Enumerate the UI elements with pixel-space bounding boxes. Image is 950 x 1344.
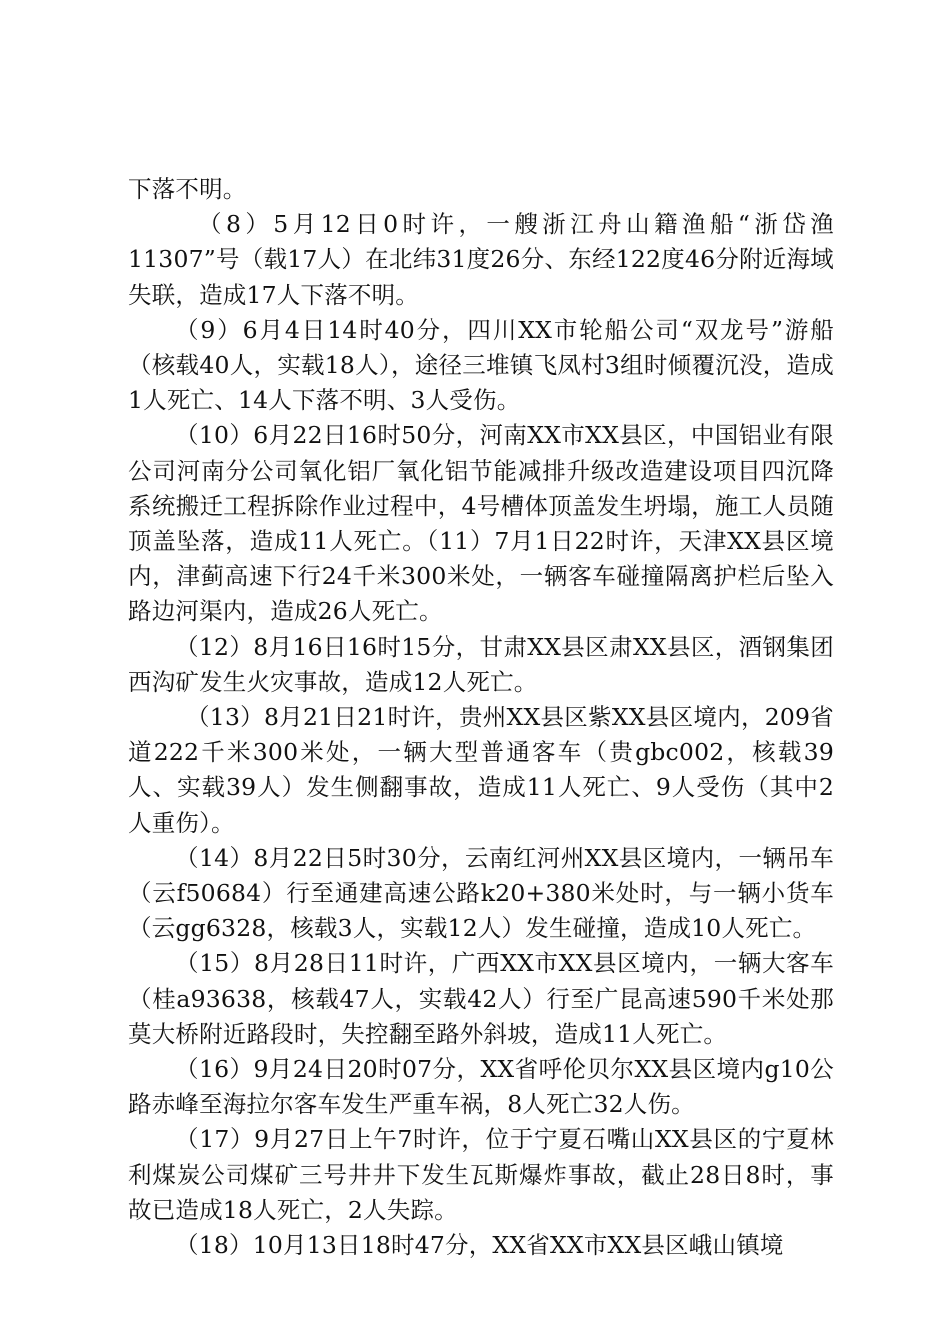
paragraph-item-17: （17）9月27日上午7时许，位于宁夏石嘴山XX县区的宁夏林利煤炭公司煤矿三号井井下发生瓦斯爆炸事故，截止28日8时，事故已造成18人死亡，2人失踪。: [128, 1125, 834, 1224]
paragraph-item-13: （13）8月21日21时许，贵州XX县区紫XX县区境内，209省道222千米300米处，一辆大型普通客车（贵gbc002，核载39人、实载39人）发生侧翻事故，造成11人死亡、9人受伤（其中2人重伤）。: [128, 703, 834, 837]
paragraph-item-9: （9）6月4日14时40分，四川XX市轮船公司“双龙号”游船（核载40人，实载18人），途径三堆镇飞凤村3组时倾覆沉没，造成1人死亡、14人下落不明、3人受伤。: [128, 315, 834, 415]
paragraph-continuation: 下落不明。: [128, 175, 247, 203]
paragraph-item-12: （12）8月16日16时15分，甘肃XX县区肃XX县区，酒钢集团西沟矿发生火灾事故，造成12人死亡。: [128, 632, 834, 696]
paragraph-item-14: （14）8月22日5时30分，云南红河州XX县区境内，一辆吊车（云f50684）行至通建高速公路k20+380米处时，与一辆小货车（云gg6328，核载3人，实载12人）发生碰撞，造成10人死亡。: [128, 843, 834, 943]
paragraph-item-16: （16）9月24日20时07分，XX省呼伦贝尔XX县区境内g10公路赤峰至海拉尔客车发生严重车祸，8人死亡32人伤。: [128, 1055, 834, 1119]
document-body: [128, 172, 834, 1263]
paragraph-item-10-11: （10）6月22日16时50分，河南XX市XX县区，中国铝业有限公司河南分公司氧化铝厂氧化铝节能减排升级改造建设项目四沉降系统搬迁工程拆除作业过程中，4号槽体顶盖发生坍塌，施工人员随顶盖坠落，造成11人死亡。（11）7月1日22时许，天津XX县区境内，津蓟高速下行24千米300米处，一辆客车碰撞隔离护栏后坠入路边河渠内，造成26人死亡。: [128, 421, 834, 626]
paragraph-item-15: （15）8月28日11时许，广西XX市XX县区境内，一辆大客车（桂a93638，核载47人，实载42人）行至广昆高速590千米处那莫大桥附近路段时，失控翻至路外斜坡，造成11人死亡。: [128, 949, 834, 1048]
paragraph-item-18: （18）10月13日18时47分，XX省XX市XX县区峨山镇境: [175, 1231, 784, 1260]
paragraph-item-8: （8）5月12日0时许，一艘浙江舟山籍渔船“浙岱渔11307”号（载17人）在北纬31度26分、东经122度46分附近海域失联，造成17人下落不明。: [128, 210, 834, 309]
